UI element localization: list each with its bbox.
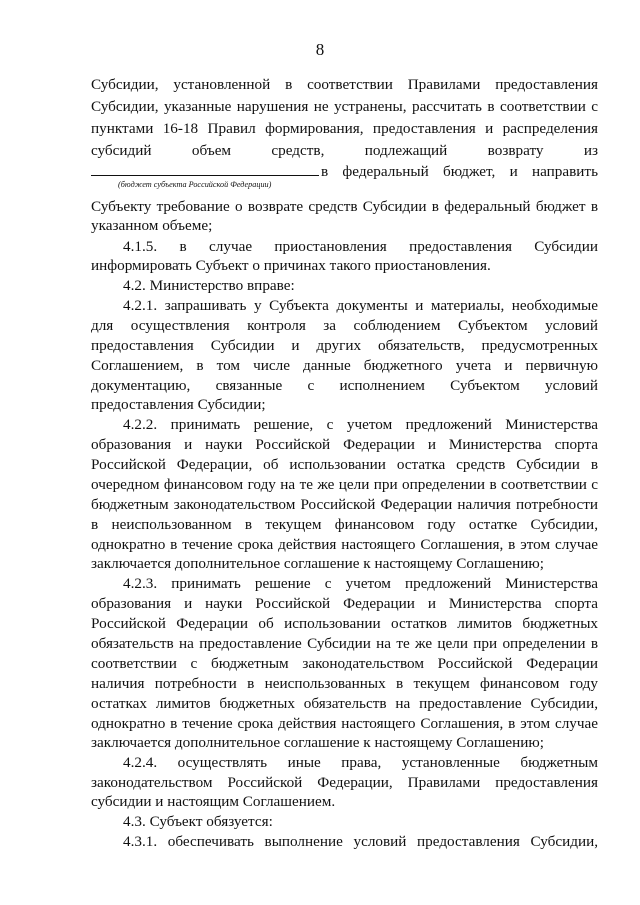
text-line: остатках лимитов бюджетных обязательств на предоставление Субсидии, bbox=[91, 695, 598, 712]
text-line: в неиспользованном в текущем финансовом году остатке Субсидии, bbox=[91, 516, 598, 533]
text-line-with-blank bbox=[91, 161, 598, 182]
text-fragment: в федеральный бюджет, и направить bbox=[321, 163, 598, 180]
text-line: 4.2.3. принимать решение с учетом предложений Министерства bbox=[123, 575, 598, 592]
text-line: документацию, связанные с исполнением Субъектом условий bbox=[91, 377, 598, 394]
text-line: 4.3. Субъект обязуется: bbox=[123, 813, 273, 830]
text-line: Субъекту требование о возврате средств Субсидии в федеральный бюджет в bbox=[91, 198, 598, 215]
text-line: пунктами 16-18 Правил формирования, предоставления и распределения bbox=[91, 120, 598, 137]
fill-in-blank bbox=[91, 161, 319, 176]
text-line: однократно в течение срока действия настоящего Соглашения, в этом случае bbox=[91, 536, 598, 553]
text-line: образования и науки Российской Федерации и Министерства спорта bbox=[91, 595, 598, 612]
text-line: для осуществления контроля за соблюдением Субъектом условий bbox=[91, 317, 598, 334]
text-line: очередном финансовом году на те же цели при определении в соответствии с bbox=[91, 476, 598, 493]
text-line: однократно в течение срока действия настоящего Соглашения, в этом случае bbox=[91, 715, 598, 732]
text-line: бюджетным законодательством Российской Федерации наличия потребности bbox=[91, 496, 598, 513]
text-line: наличия потребности в неиспользованных в текущем финансовом году bbox=[91, 675, 598, 692]
text-line: соответствии с бюджетным законодательством Российской Федерации bbox=[91, 655, 598, 672]
text-line: субсидии и настоящим Соглашением. bbox=[91, 793, 336, 810]
text-line: предоставления Субсидии и других обязательств, предусмотренных bbox=[91, 337, 598, 354]
text-line: Субсидии, указанные нарушения не устранены, рассчитать в соответствии с bbox=[91, 98, 598, 115]
text-line: Субсидии, установленной в соответствии Правилами предоставления bbox=[91, 76, 598, 93]
text-line: Российской Федерации, об использовании остатка средств Субсидии в bbox=[91, 456, 598, 473]
text-line: информировать Субъект о причинах такого приостановления. bbox=[91, 257, 491, 274]
text-line: 4.2.1. запрашивать у Субъекта документы и материалы, необходимые bbox=[123, 297, 598, 314]
text-line: субсидий объем средств, подлежащий возврату из bbox=[91, 142, 598, 159]
field-caption: (бюджет субъекта Российской Федерации) bbox=[118, 180, 272, 189]
text-line: 4.2.2. принимать решение, с учетом предложений Министерства bbox=[123, 416, 598, 433]
text-line: 4.3.1. обеспечивать выполнение условий предоставления Субсидии, bbox=[123, 833, 598, 850]
text-line: Российской Федерации об использовании остатков лимитов бюджетных bbox=[91, 615, 598, 632]
text-line: указанном объеме; bbox=[91, 217, 213, 234]
text-line: предоставления Субсидии; bbox=[91, 396, 266, 413]
text-line: заключается дополнительное соглашение к настоящему Соглашению; bbox=[91, 555, 544, 572]
text-line: обязательств на предоставление Субсидии на те же цели при определении в bbox=[91, 635, 598, 652]
text-line: 4.2. Министерство вправе: bbox=[123, 277, 295, 294]
text-line: законодательством Российской Федерации, Правилами предоставления bbox=[91, 774, 598, 791]
text-line: 4.1.5. в случае приостановления предоставления Субсидии bbox=[123, 238, 598, 255]
text-line: 4.2.4. осуществлять иные права, установленные бюджетным bbox=[123, 754, 598, 771]
text-line: образования и науки Российской Федерации и Министерства спорта bbox=[91, 436, 598, 453]
text-line: заключается дополнительное соглашение к настоящему Соглашению; bbox=[91, 734, 544, 751]
page-number: 8 bbox=[315, 40, 325, 59]
text-line: Соглашением, в том числе данные бюджетного учета и первичную bbox=[91, 357, 598, 374]
